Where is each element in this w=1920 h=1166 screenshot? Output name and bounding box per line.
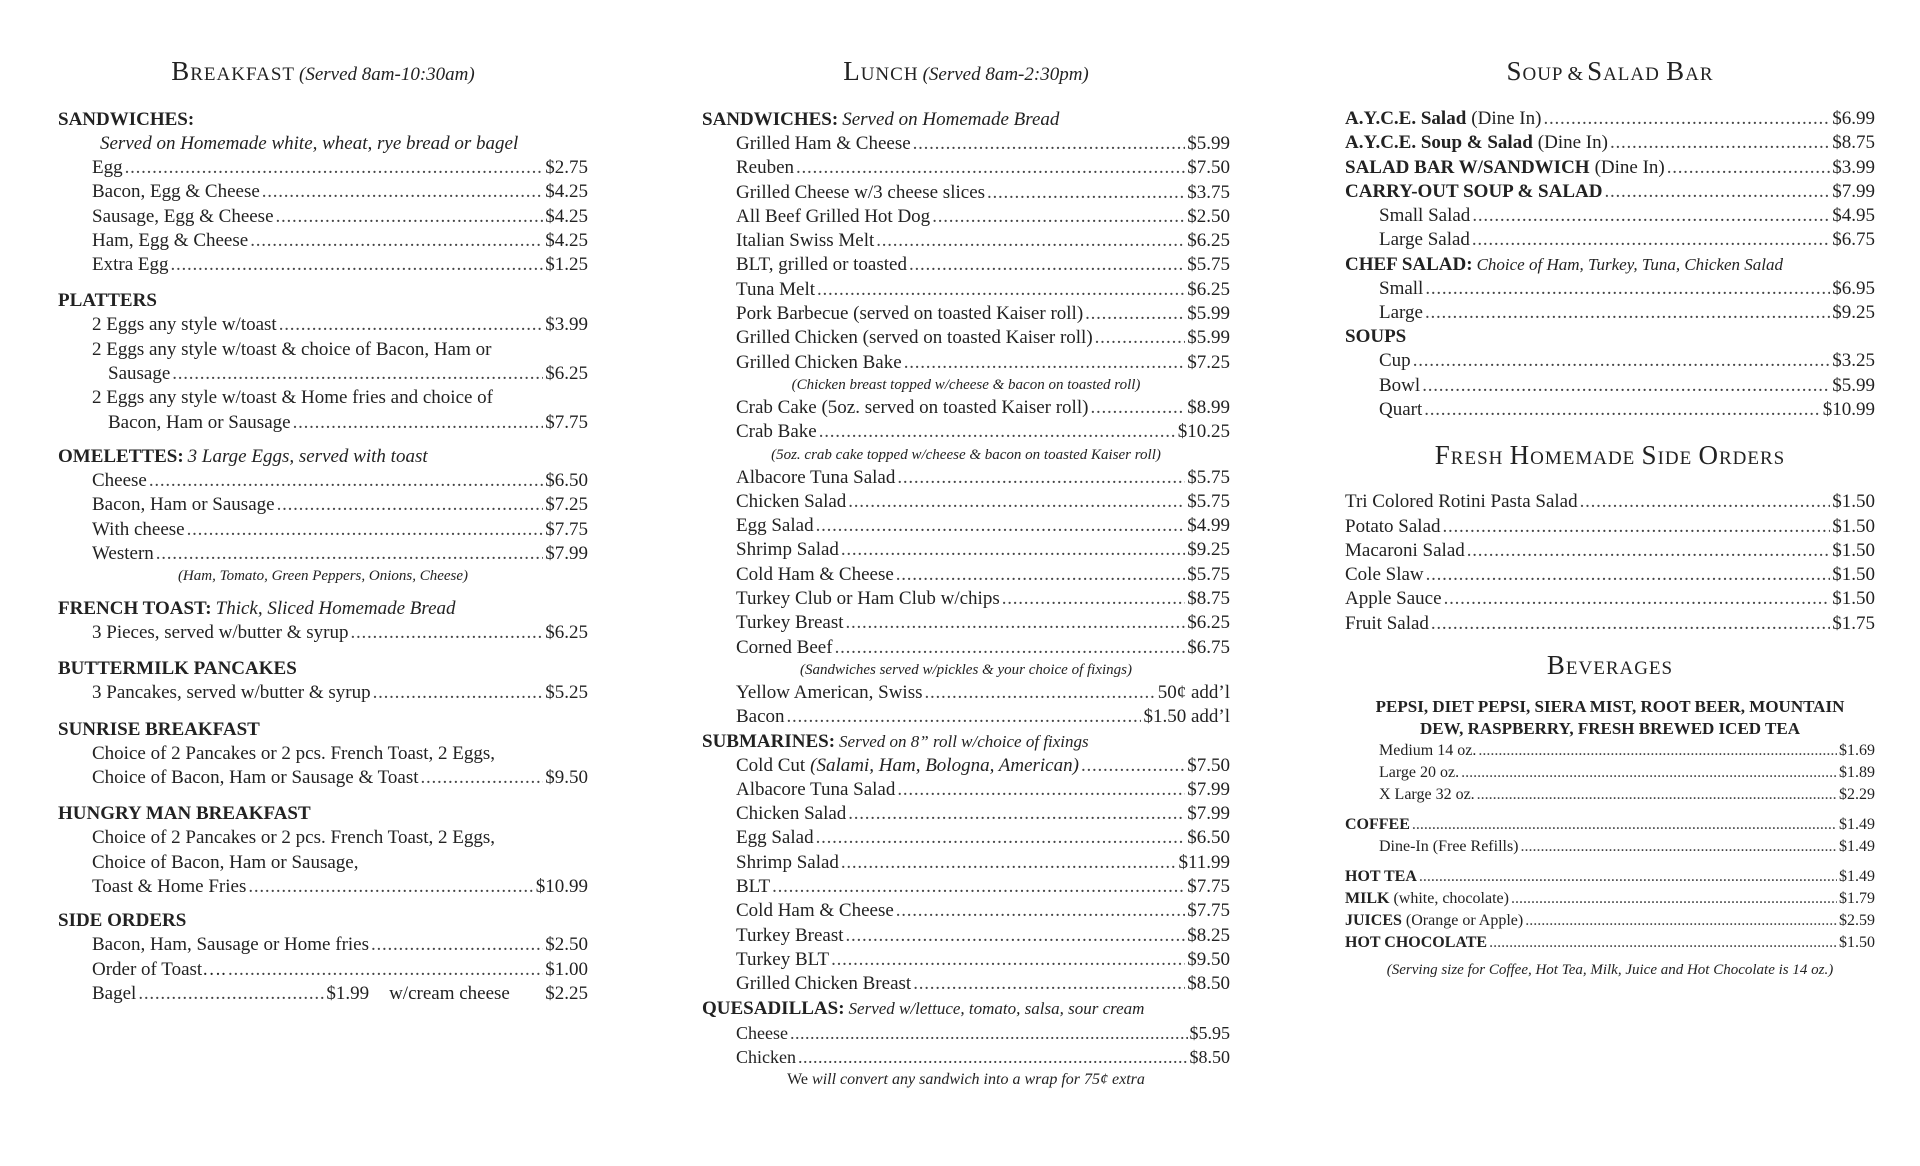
menu-item: Egg Salad . . . $6.50 [736, 826, 1230, 850]
platters-title: PLATTERS [58, 290, 157, 312]
menu-item: Cheese . . . $6.50 [92, 469, 588, 493]
soups-title: SOUPS [1345, 326, 1407, 348]
menu-item-bagel: Bagel . . . $1.99 w/cream cheese $2.25 [92, 982, 588, 1006]
menu-item: Yellow American, Swiss . . . 50¢ add’l [736, 681, 1230, 705]
menu-item: Corned Beef . . . $6.75 [736, 636, 1230, 660]
menu-item: Bacon, Ham or Sausage . . . $7.25 [92, 493, 588, 517]
menu-item: Choice of Bacon, Ham or Sausage & Toast . . . $9.50 [92, 766, 588, 790]
menu-item: Dine-In (Free Refills) . . . $1.49 [1379, 836, 1875, 858]
menu-item: MILK (white, chocolate) . . . $1.79 [1345, 888, 1875, 910]
menu-item-line: 2 Eggs any style w/toast & choice of Bacon, Ham or [92, 338, 492, 360]
soda-list-cont: DEW, RASPBERRY, FRESH BREWED ICED TEA [1420, 719, 1800, 739]
menu-item: Italian Swiss Melt . . . $6.25 [736, 229, 1230, 253]
menu-item: Bacon, Egg & Cheese . . . $4.25 [92, 180, 588, 204]
menu-item: Cold Cut (Salami, Ham, Bologna, American) . . . $7.50 [736, 754, 1230, 778]
breakfast-sandwiches-desc: Served on Homemade white, wheat, rye bread or bagel [100, 133, 519, 154]
omelette-note: (Ham, Tomato, Green Peppers, Onions, Cheese) [177, 568, 469, 585]
menu-item: Grilled Chicken Breast . . . $8.50 [736, 972, 1230, 996]
menu-item: Egg Salad . . . $4.99 [736, 514, 1230, 538]
menu-item: 3 Pieces, served w/butter & syrup . . . $6.25 [92, 621, 588, 645]
menu-item: Crab Bake . . . $10.25 [736, 420, 1230, 444]
menu-item: Tuna Melt . . . $6.25 [736, 278, 1230, 302]
menu-item: Cole Slaw . . . $1.50 [1345, 563, 1875, 587]
menu-item: Chicken Salad . . . $7.99 [736, 802, 1230, 826]
menu-item-line: Choice of 2 Pancakes or 2 pcs. French Toast, 2 Eggs, [92, 827, 496, 849]
menu-item: Turkey Breast . . . $6.25 [736, 611, 1230, 635]
menu-item: Reuben . . . $7.50 [736, 156, 1230, 180]
menu-item: Turkey BLT . . . $9.50 [736, 948, 1230, 972]
menu-item: With cheese . . . $7.75 [92, 518, 588, 542]
menu-item: BLT, grilled or toasted . . . $5.75 [736, 253, 1230, 277]
menu-item: Cold Ham & Cheese . . . $5.75 [736, 563, 1230, 587]
submarines-title: SUBMARINES: Served on 8” roll w/choice of fixings [702, 730, 1089, 752]
menu-item: Tri Colored Rotini Pasta Salad . . . $1.50 [1345, 490, 1875, 514]
side-orders-title: SIDE ORDERS [58, 910, 187, 932]
menu-item: JUICES (Orange or Apple) . . . $2.59 [1345, 910, 1875, 932]
menu-item: Large 20 oz. . . . $1.89 [1379, 762, 1875, 784]
menu-item: Fruit Salad . . . $1.75 [1345, 612, 1875, 636]
menu-item: Macaroni Salad . . . $1.50 [1345, 539, 1875, 563]
breakfast-column [58, 0, 588, 1006]
soup-salad-column [1345, 0, 1875, 981]
menu-item: CARRY-OUT SOUP & SALAD . . . $7.99 [1345, 180, 1875, 204]
menu-item: Sausage . . . $6.25 [92, 362, 588, 386]
menu-item: Cheese . . . $5.95 [736, 1021, 1230, 1045]
lunch-heading: Lunch (Served 8am-2:30pm) [843, 56, 1089, 86]
menu-item: Shrimp Salad . . . $9.25 [736, 538, 1230, 562]
menu-item: Ham, Egg & Cheese . . . $4.25 [92, 229, 588, 253]
crab-bake-note: (5oz. crab cake topped w/cheese & bacon on toasted Kaiser roll) [771, 446, 1161, 463]
soda-list: PEPSI, DIET PEPSI, SIERA MIST, ROOT BEER, MOUNTAIN [1375, 697, 1845, 717]
menu-item: Extra Egg . . . $1.25 [92, 253, 588, 277]
quesadillas-title: QUESADILLAS: Served w/lettuce, tomato, salsa, sour cream [702, 997, 1145, 1019]
menu-item: Grilled Chicken (served on toasted Kaiser roll) . . . $5.99 [736, 326, 1230, 350]
breakfast-hours: (Served 8am-10:30am) [299, 64, 475, 85]
breakfast-sandwiches-title: SANDWICHES: [58, 109, 195, 130]
menu-item: HOT CHOCOLATE . . . $1.50 [1345, 932, 1875, 954]
omelettes-title: OMELETTES: 3 Large Eggs, served with toast [58, 445, 428, 467]
menu-item-line: Choice of Bacon, Ham or Sausage, [92, 851, 359, 873]
menu-item: Quart . . . $10.99 [1379, 398, 1875, 422]
beverages-heading: Beverages [1546, 650, 1674, 681]
menu-item: Cup . . . $3.25 [1379, 349, 1875, 373]
menu-item: Cold Ham & Cheese . . . $7.75 [736, 899, 1230, 923]
wrap-note: We will convert any sandwich into a wrap for 75¢ extra [787, 1071, 1145, 1089]
menu-item-line: Choice of 2 Pancakes or 2 pcs. French Toast, 2 Eggs, [92, 742, 496, 764]
menu-item: Small . . . $6.95 [1379, 277, 1875, 301]
menu-item: HOT TEA . . . $1.49 [1345, 866, 1875, 888]
menu-item: Crab Cake (5oz. served on toasted Kaiser roll) . . . $8.99 [736, 396, 1230, 420]
menu-item: Large . . . $9.25 [1379, 301, 1875, 325]
menu-item: Apple Sauce . . . $1.50 [1345, 587, 1875, 611]
menu-item: SALAD BAR W/SANDWICH (Dine In) . . . $3.99 [1345, 156, 1875, 180]
menu-item: Albacore Tuna Salad . . . $5.75 [736, 466, 1230, 490]
menu-item: Toast & Home Fries . . . $10.99 [92, 875, 588, 899]
menu-item: Chicken . . . $8.50 [736, 1045, 1230, 1069]
lunch-column [702, 0, 1230, 1090]
menu-item: COFFEE . . . $1.49 [1345, 814, 1875, 836]
menu-item: A.Y.C.E. Salad (Dine In) . . . $6.99 [1345, 107, 1875, 131]
menu-item: Large Salad . . . $6.75 [1379, 228, 1875, 252]
menu-item: Pork Barbecue (served on toasted Kaiser roll) . . . $5.99 [736, 302, 1230, 326]
menu-item: Bacon . . . $1.50 add’l [736, 705, 1230, 729]
menu-item: Egg . . . $2.75 [92, 156, 588, 180]
lunch-sandwiches-title: SANDWICHES: Served on Homemade Bread [702, 109, 1060, 130]
menu-item: Grilled Ham & Cheese . . . $5.99 [736, 132, 1230, 156]
sandwich-fixings-note: (Sandwiches served w/pickles & your choice of fixings) [800, 661, 1132, 678]
menu-item: Shrimp Salad . . . $11.99 [736, 851, 1230, 875]
menu-item: Small Salad . . . $4.95 [1379, 204, 1875, 228]
menu-item: Bowl . . . $5.99 [1379, 374, 1875, 398]
menu-item: Medium 14 oz. . . . $1.69 [1379, 740, 1875, 762]
lunch-hours: (Served 8am-2:30pm) [922, 64, 1089, 85]
menu-item: Sausage, Egg & Cheese . . . $4.25 [92, 205, 588, 229]
menu-item: Grilled Cheese w/3 cheese slices . . . $3.75 [736, 181, 1230, 205]
menu-item: Grilled Chicken Bake . . . $7.25 [736, 351, 1230, 375]
chicken-bake-note: (Chicken breast topped w/cheese & bacon on toasted roll) [791, 376, 1141, 393]
menu-item: Turkey Breast . . . $8.25 [736, 924, 1230, 948]
menu-item: 2 Eggs any style w/toast . . . $3.99 [92, 313, 588, 337]
menu-item: Bacon, Ham, Sausage or Home fries . . . $2.50 [92, 933, 588, 957]
french-toast-title: FRENCH TOAST: Thick, Sliced Homemade Bread [58, 598, 456, 620]
sunrise-title: SUNRISE BREAKFAST [58, 718, 260, 740]
menu-item: Chicken Salad . . . $5.75 [736, 490, 1230, 514]
chef-salad-title: CHEF SALAD: Choice of Ham, Turkey, Tuna, Chicken Salad [1345, 253, 1784, 275]
menu-item: 3 Pancakes, served w/butter & syrup . . . $5.25 [92, 681, 588, 705]
menu-item: Potato Salad . . . $1.50 [1345, 515, 1875, 539]
menu-item: Turkey Club or Ham Club w/chips . . . $8.75 [736, 587, 1230, 611]
menu-item: Albacore Tuna Salad . . . $7.99 [736, 778, 1230, 802]
menu-item: Bacon, Ham or Sausage . . . $7.75 [92, 411, 588, 435]
menu-item: All Beef Grilled Hot Dog . . . $2.50 [736, 205, 1230, 229]
menu-item: BLT . . . $7.75 [736, 875, 1230, 899]
menu-item: Western . . . $7.99 [92, 542, 588, 566]
serving-size-note: (Serving size for Coffee, Hot Tea, Milk, Juice and Hot Chocolate is 14 oz.) [1386, 962, 1834, 979]
soup-salad-heading: Soup & Salad Bar [1506, 56, 1714, 86]
side-orders-heading: Fresh Homemade Side Orders [1434, 440, 1786, 471]
menu-item: A.Y.C.E. Soup & Salad (Dine In) . . . $8.75 [1345, 131, 1875, 155]
breakfast-heading: Breakfast (Served 8am-10:30am) [171, 56, 475, 86]
menu-item: X Large 32 oz. . . . $2.29 [1379, 784, 1875, 806]
hungry-man-title: HUNGRY MAN BREAKFAST [58, 803, 311, 825]
menu-item: Order of Toast…. . . . $1.00 [92, 958, 588, 982]
menu-item-line: 2 Eggs any style w/toast & Home fries and choice of [92, 387, 494, 409]
pancakes-title: BUTTERMILK PANCAKES [58, 658, 297, 680]
